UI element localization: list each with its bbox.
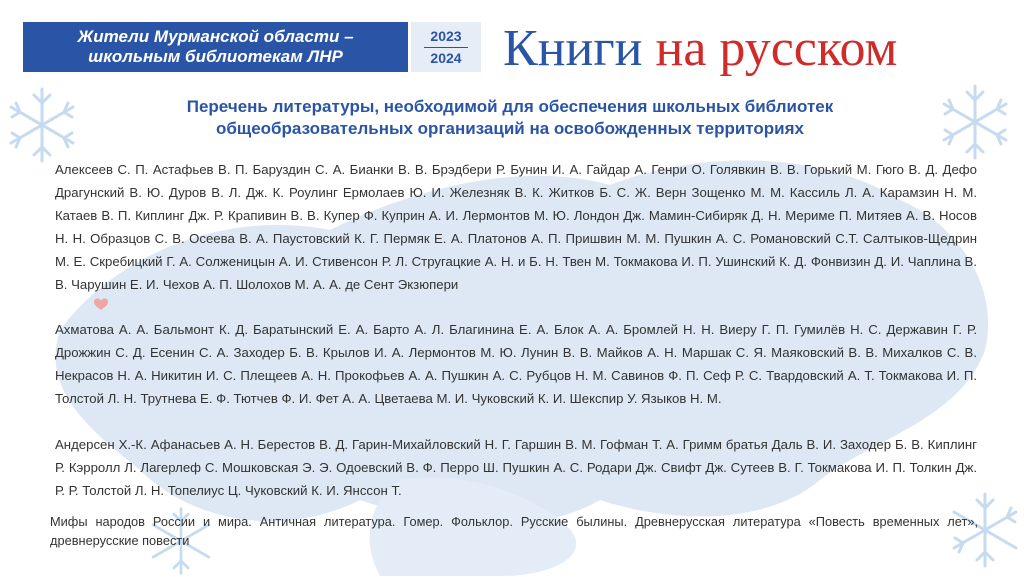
brand-word-books: Книги (503, 20, 643, 77)
years-badge (411, 22, 481, 72)
heart-icon (94, 298, 108, 311)
header-line-2: школьным библиотекам ЛНР (88, 47, 343, 66)
subtitle-line-2: общеобразовательных организаций на освобожденных территориях (215, 119, 805, 138)
subtitle-line-1: Перечень литературы, необходимой для обеспечения школьных библиотек (186, 97, 834, 116)
tales-authors-list: Андерсен Х.-К. Афанасьев А. Н. Берестов В. Д. Гарин-Михайловский Н. Г. Гаршин В. М. Гофман Т. А. Гримм братья Даль В. И. Заходер Б. В. Киплинг Р. Кэрролл Л. Лагерлеф С. Мошковская Э. Э. Одоевский В. Ф. Перро Ш. Пушкин А. С. Родари Дж. Свифт Дж. Сутеев В. Г. Токмакова И. П. Толкин Дж. Р. Р. Толстой Л. Н. Топелиус Ц. Чуковский К. И. Янссон Т. (55, 437, 977, 498)
year-end: 2024 (430, 49, 462, 66)
poetry-authors-list: Ахматова А. А. Бальмонт К. Д. Баратынский Е. А. Барто А. Л. Благинина Е. А. Блок А. А. Бромлей Н. Н. Виеру Г. П. Гумилёв Н. С. Державин Г. Р. Дрожжин С. Д. Есенин С. А. Заходер Б. В. Крылов И. А. Лермонтов М. Ю. Лунин В. В. Майков А. Н. Маршак С. Я. Маяковский В. В. Михалков С. В. Некрасов Н. А. Никитин И. С. Плещеев А. Н. Прокофьев А. А. Пушкин А. С. Рубцов Н. М. Савинов Ф. П. Сеф Р. С. Твардовский А. Т. Токмакова И. П. Толстой Л. Н. Трутнева Е. Ф. Тютчев Ф. И. Фет А. А. Цветаева М. И. Чуковский К. И. Шекспир У. Языков Н. М. (55, 322, 977, 406)
page-subtitle (90, 96, 930, 140)
snowflake-icon (935, 82, 1015, 162)
snowflake-icon (2, 85, 82, 165)
brand-title (503, 20, 897, 78)
year-start: 2023 (430, 27, 462, 44)
brand-word-russian: на русском (655, 20, 898, 77)
prose-authors-list: Алексеев С. П. Астафьев В. П. Баруздин С. А. Бианки В. В. Брэдбери Р. Бунин И. А. Гайдар А. Генри О. Голявкин В. В. Горький М. Гюго В. Д. Дефо Драгунский В. Ю. Дуров В. Л. Дж. К. Роулинг Ермолаев Ю. И. Железняк В. К. Житков Б. С. Ж. Верн Зощенко М. М. Кассиль Л. А. Карамзин Н. М. Катаев В. П. Киплинг Дж. Р. Крапивин В. В. Купер Ф. Куприн А. И. Лермонтов М. Ю. Лондон Дж. Мамин-Сибиряк Д. Н. Мериме П. Митяев А. В. Носов Н. Н. Образцов С. В. Осеева В. А. Паустовский К. Г. Пермяк Е. А. Платонов А. П. Пришвин М. М. Пушкин А. С. Романовский С.Т. Салтыков-Щедрин М. Е. Скребицкий Г. А. Солженицын А. И. Стивенсон Р. Л. Стругацкие А. Н. и Б. Н. Твен М. Токмакова И. П. Ушинский К. Д. Фонвизин Д. И. Чаплина В. В. Чарушин Е. И. Чехов А. П. Шолохов М. А. А. де Сент Экзюпери (55, 162, 977, 292)
genres-note: Мифы народов России и мира. Античная литература. Гомер. Фольклор. Русские былины. Древнерусская литература «Повесть временных лет», древнерусские повести (50, 514, 978, 548)
year-divider (424, 47, 468, 48)
project-header (23, 22, 408, 72)
header-line-1: Жители Мурманской области – (77, 27, 354, 46)
